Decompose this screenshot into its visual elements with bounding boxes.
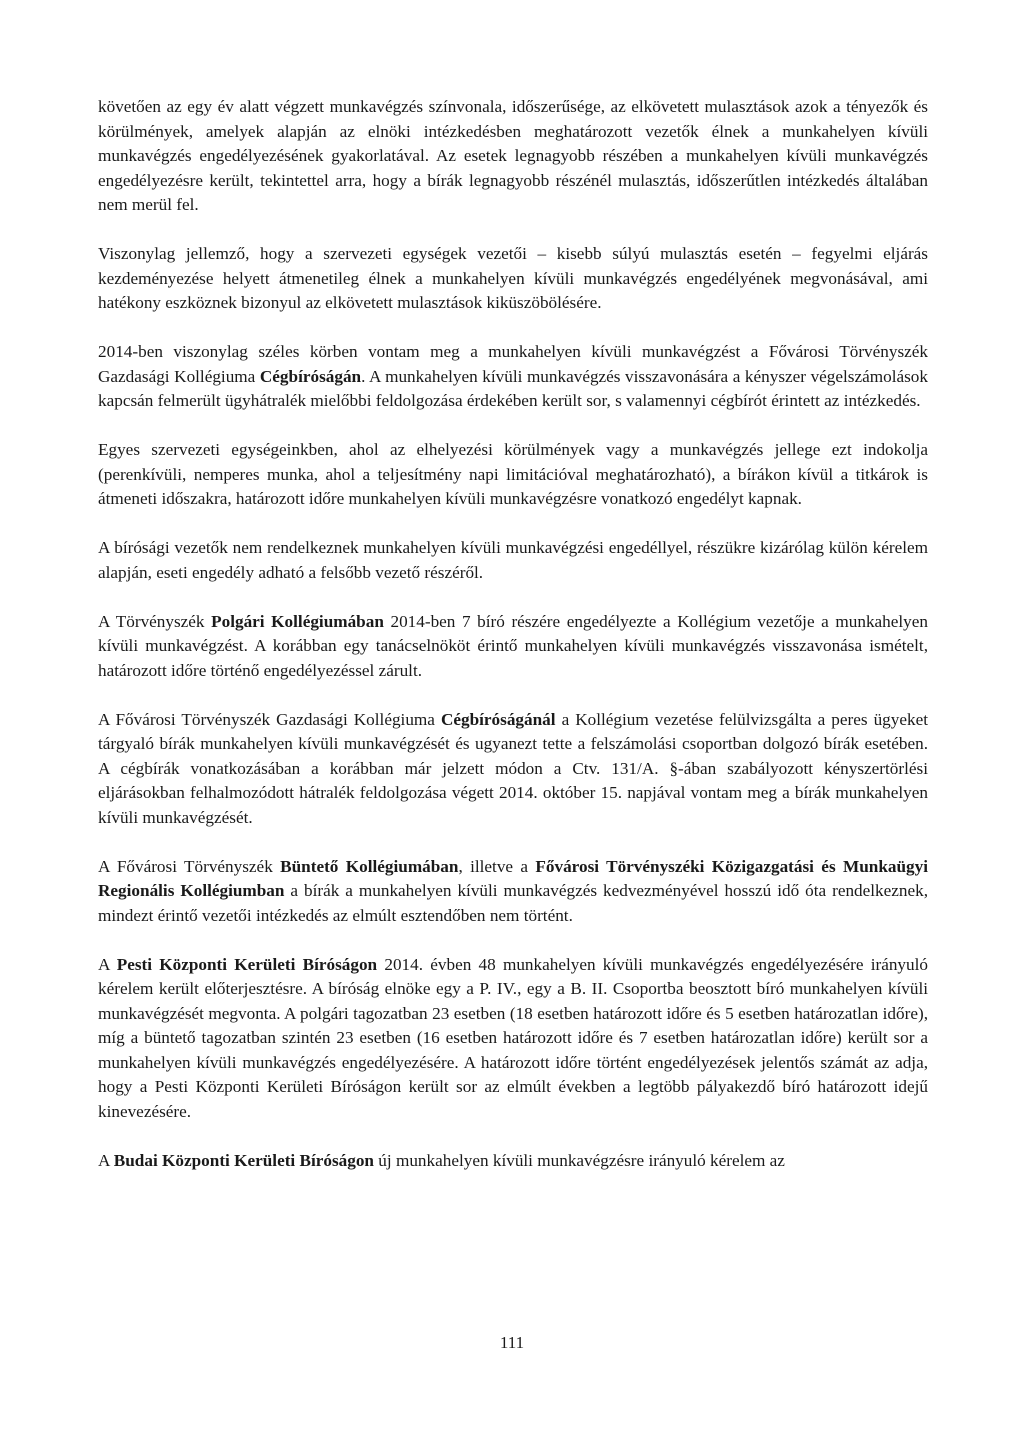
- text-run: . A munkahelyen kívüli munkavégzés visszavonására a kényszer végelszámolások kapcsán felmerült ügyhátralék mielőbbi feldolgozása érdekében került sor, s valamennyi cégbírót érintett az intézkedés.: [98, 366, 928, 410]
- text-run: új munkahelyen kívüli munkavégzésre irányuló kérelem az: [374, 1150, 785, 1170]
- text-run: 2014-ben 7 bíró részére engedélyezte a Kollégium vezetője a munkahelyen kívüli munkavégzést. A korábban egy tanácselnököt érintő munkahelyen kívüli munkavégzés visszavonása ismételt, határozott időre történő engedélyezéssel zárult.: [98, 611, 928, 680]
- paragraph-7: [98, 708, 928, 831]
- bold-text-run: Fővárosi Törvényszéki Közigazgatási és Munkaügyi Regionális Kollégiumban: [98, 856, 928, 900]
- bold-text-run: Cégbíróságánál: [440, 709, 556, 729]
- text-run: A Fővárosi Törvényszék: [98, 856, 281, 876]
- paragraph-9: [98, 953, 928, 1125]
- text-run: , illetve a: [458, 856, 536, 876]
- text-run: A Fővárosi Törvényszék Gazdasági Kollégiuma: [98, 709, 441, 729]
- text-run: 2014. évben 48 munkahelyen kívüli munkavégzés engedélyezésére irányuló kérelem került előterjesztésre. A bíróság elnöke egy a P. IV., egy a B. II. Csoportba beosztott bíró munkahelyen kívüli munkavégzését megvonta. A polgári tagozatban 23 esetben (18 esetben határozott időre és 5 esetben határozatlan időre), míg a büntető tagozatban szintén 23 esetben (16 esetben határozott időre és 7 esetben határozatlan időre) került sor a munkahelyen kívüli munkavégzés engedélyezésére. A határozott időre történt engedélyezések jelentős számát az adja, hogy a Pesti Központi Kerületi Bíróságon került sor az elmúlt években a legtöbb pályakezdő bíró határozott idejű kinevezésére.: [98, 954, 928, 1121]
- paragraph-6: [98, 610, 928, 684]
- paragraph-3: [98, 340, 928, 414]
- paragraph-8: [98, 855, 928, 929]
- page-number: 111: [499, 1333, 525, 1352]
- paragraph-10: [98, 1149, 928, 1174]
- text-run: követően az egy év alatt végzett munkavégzés színvonala, időszerűsége, az elkövetett mulasztások azok a tényezők és körülmények, amelyek alapján az elnöki intézkedésben meghatározott vezetők élnek a munkahelyen kívüli munkavégzés engedélyezésének gyakorlatával. Az esetek legnagyobb részében a munkahelyen kívüli munkavégzés engedélyezésre került, tekintettel arra, hogy a bírák legnagyobb részénél mulasztás, időszerűtlen intézkedés általában nem merül fel.: [98, 97, 928, 214]
- paragraph-1: [98, 95, 928, 218]
- document-body: [98, 95, 928, 1173]
- bold-text-run: Cégbíróságán: [259, 366, 362, 386]
- bold-text-run: Pesti Központi Kerületi Bíróságon: [116, 954, 378, 974]
- text-run: A Törvényszék: [98, 611, 212, 631]
- text-run: a bírák a munkahelyen kívüli munkavégzés kedvezményével hosszú idő óta rendelkeznek, mindezt érintő vezetői intézkedés az elmúlt esztendőben nem történt.: [98, 881, 928, 925]
- text-run: A: [98, 1150, 114, 1170]
- bold-text-run: Polgári Kollégiumában: [211, 611, 384, 631]
- text-run: A: [98, 954, 117, 974]
- bold-text-run: Büntető Kollégiumában: [280, 856, 459, 876]
- text-run: 2014-ben viszonylag széles körben vontam meg a munkahelyen kívüli munkavégzést a Fővárosi Törvényszék Gazdasági Kollégiuma: [98, 342, 928, 386]
- text-run: A bírósági vezetők nem rendelkeznek munkahelyen kívüli munkavégzési engedéllyel, részükre kizárólag külön kérelem alapján, eseti engedély adható a felsőbb vezető részéről.: [98, 538, 928, 582]
- bold-text-run: Budai Központi Kerületi Bíróságon: [113, 1150, 374, 1170]
- text-run: a Kollégium vezetése felülvizsgálta a peres ügyeket tárgyaló bírák munkahelyen kívüli munkavégzését és ugyanezt tette a felszámolási csoportban dolgozó bírák esetében. A cégbírák vonatkozásában a korábban már jelzett módon a Ctv. 131/A. §-ában szabályozott kényszertörlési eljárásokban felhalmozódott hátralék feldolgozása végett 2014. október 15. napjával vontam meg a bírák munkahelyen kívüli munkavégzését.: [98, 709, 928, 827]
- paragraph-5: [98, 536, 928, 585]
- text-run: Egyes szervezeti egységeinkben, ahol az elhelyezési körülmények vagy a munkavégzés jellege ezt indokolja (perenkívüli, nemperes munka, ahol a teljesítmény napi limitációval meghatározható), a bírákon kívül a titkárok is átmeneti időszakra, határozott időre munkahelyen kívüli munkavégzésre vonatkozó engedélyt kapnak.: [98, 440, 928, 508]
- text-run: Viszonylag jellemző, hogy a szervezeti egységek vezetői – kisebb súlyú mulasztás esetén – fegyelmi eljárás kezdeményezése helyett átmenetileg élnek a munkahelyen kívüli munkavégzés engedélyének megvonásával, ami hatékony eszköznek bizonyul az elkövetett mulasztások kiküszöbölésére.: [98, 244, 928, 312]
- paragraph-4: [98, 438, 928, 512]
- paragraph-2: [98, 242, 928, 316]
